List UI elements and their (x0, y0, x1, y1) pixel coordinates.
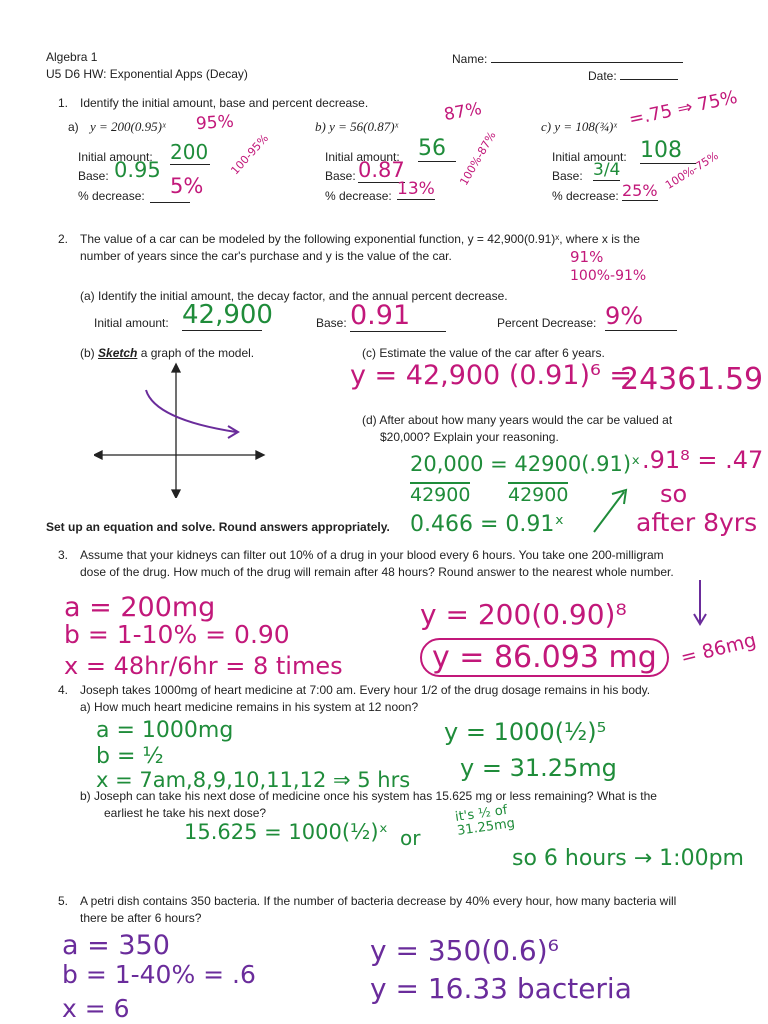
q5-result: y = 16.33 bacteria (370, 972, 632, 1005)
q4b-note: it's ½ of 31.25mg (454, 802, 516, 839)
date-blank[interactable] (620, 67, 678, 80)
date-label: Date: (588, 69, 617, 83)
q1a-base-answer: 0.95 (114, 158, 161, 182)
q4a-b: b = ½ (96, 744, 164, 769)
q2d-work-2: 0.466 = 0.91ˣ (410, 512, 565, 537)
q2c-answer: 24361.59 (620, 362, 764, 397)
q2a-pct-answer: 9% (605, 302, 677, 331)
q2b-sketch-graph (94, 362, 266, 498)
name-field[interactable] (452, 50, 683, 67)
name-label: Name: (452, 52, 488, 66)
q4a-equation: y = 1000(½)⁵ (444, 718, 607, 746)
q2b-prompt (80, 346, 254, 361)
x-axis-arrow-left (94, 451, 102, 459)
q2-note-calc: 100%-91% (570, 268, 647, 284)
q3-b: b = 1-10% = 0.90 (64, 620, 290, 649)
q2a-initial-answer: 42,900 (182, 300, 273, 330)
q2-text-2: number of years since the car's purchase and y is the value of the car. (80, 249, 452, 263)
course-title: Algebra 1 (46, 50, 98, 64)
q1a-equation: y = 200(0.95)ˣ (90, 119, 166, 134)
q1a-initial-label: Initial amount: (78, 150, 153, 164)
q2b-label: (b) (80, 346, 95, 360)
q1c-pct-answer: 25% (622, 181, 658, 200)
q4b-prompt-1: b) Joseph can take his next dose of medicine once his system has 15.625 mg or less remaining? What is the (80, 789, 657, 803)
q1b-equation (315, 119, 398, 135)
q3-rounded-answer: = 86mg (678, 629, 759, 669)
q2a-initial-label: Initial amount: (94, 316, 169, 330)
q1b-note-rate: 87% (442, 98, 484, 126)
q2d-prompt-1: (d) After about how many years would the car be valued at (362, 413, 673, 427)
x-axis-arrow-right (256, 451, 264, 459)
q1b-base-answer: 0.87 (358, 158, 405, 182)
q1b-base-label: Base: (325, 169, 356, 183)
q2d-so: so (660, 480, 688, 508)
q1c-eq: y = 108(¾)ˣ (554, 119, 617, 134)
q1c-label: c) (541, 119, 552, 134)
q5-a: a = 350 (62, 930, 170, 961)
q5-number: 5. (58, 894, 69, 908)
q1c-base-answer: 3/4 (593, 160, 621, 180)
y-axis-arrow-down (172, 490, 180, 498)
q1c-pct-label: % decrease: (552, 189, 619, 203)
setup-instruction: Set up an equation and solve. Round answers appropriately. (46, 520, 390, 534)
q2-text-1: The value of a car can be modeled by the following exponential function, y = 42,900(0.91)ˣ, where x is the (80, 232, 640, 246)
q5-equation: y = 350(0.6)⁶ (370, 934, 559, 967)
q1a-note-rate: 95% (195, 111, 235, 135)
q2-number: 2. (58, 232, 69, 246)
q3-pointer-arrow (690, 578, 710, 628)
q4a-result: y = 31.25mg (460, 754, 617, 782)
q4-number: 4. (58, 683, 69, 697)
q1b-eq: y = 56(0.87)ˣ (329, 119, 399, 134)
q2d-work-1: 20,000 = 42900(.91)ˣ (410, 452, 641, 476)
q1a-pct-label: % decrease: (78, 189, 145, 203)
q1-number: 1. (58, 96, 69, 110)
q1-prompt: Identify the initial amount, base and percent decrease. (80, 96, 369, 110)
q1c-note-calc: 100%-75% (663, 149, 721, 192)
q4a-prompt: a) How much heart medicine remains in his system at 12 noon? (80, 700, 419, 714)
q1b-pct-answer: 13% (397, 179, 435, 199)
q1c-initial-label: Initial amount: (552, 150, 627, 164)
q3-number: 3. (58, 548, 69, 562)
q2d-pointer-arrow (588, 484, 632, 536)
q1a-note-calc: 100-95% (228, 131, 272, 178)
q1b-label: b) (315, 119, 326, 134)
q2a-base-label: Base: (316, 316, 347, 330)
q4b-equation: 15.625 = 1000(½)ˣ (184, 820, 388, 844)
q1a-pct-answer: 5% (170, 174, 204, 198)
q5-text-2: there be after 6 hours? (80, 911, 202, 925)
q1b-initial-answer: 56 (418, 136, 456, 162)
q4-text: Joseph takes 1000mg of heart medicine at 7:00 am. Every hour 1/2 of the drug dosage remains in his body. (80, 683, 651, 697)
q5-b: b = 1-40% = .6 (62, 960, 256, 989)
q3-x: x = 48hr/6hr = 8 times (64, 652, 343, 680)
q1c-base-label: Base: (552, 169, 583, 183)
date-field[interactable] (588, 67, 678, 84)
unit-title: U5 D6 HW: Exponential Apps (Decay) (46, 67, 248, 81)
q2d-check: .91⁸ = .47 (642, 446, 764, 474)
q4b-answer: so 6 hours → 1:00pm (512, 846, 744, 871)
name-blank[interactable] (491, 50, 683, 63)
q2d-prompt-2: $20,000? Explain your reasoning. (380, 430, 559, 444)
q3-text-1: Assume that your kidneys can filter out 10% of a drug in your blood every 6 hours. You take one 200-milligram (80, 548, 664, 562)
q4a-a: a = 1000mg (96, 718, 234, 743)
q1b-initial-label: Initial amount: (325, 150, 400, 164)
decay-curve (146, 390, 236, 432)
q2a-prompt: (a) Identify the initial amount, the decay factor, and the annual percent decrease. (80, 289, 508, 303)
q2b-sketch-word: Sketch (98, 346, 138, 360)
q2-note-rate: 91% (570, 248, 604, 266)
q2c-prompt: (c) Estimate the value of the car after 6 years. (362, 346, 605, 360)
q4b-prompt-2: earliest he take his next dose? (104, 806, 267, 820)
q1c-equation (541, 119, 617, 135)
q5-x: x = 6 (62, 994, 130, 1023)
q1a-base-label: Base: (78, 169, 109, 183)
q3-equation: y = 200(0.90)⁸ (420, 598, 627, 631)
q3-a: a = 200mg (64, 592, 216, 623)
q2d-work-den-1: 42900 (410, 484, 471, 506)
q2c-work: y = 42,900 (0.91)⁶ = (350, 360, 633, 391)
q2b-rest: a graph of the model. (140, 346, 255, 360)
q3-result: y = 86.093 mg (420, 638, 669, 677)
q4a-x: x = 7am,8,9,10,11,12 ⇒ 5 hrs (96, 768, 411, 792)
q2a-pct-label: Percent Decrease: (497, 316, 597, 330)
q2d-answer: after 8yrs (636, 508, 758, 537)
q1c-initial-answer: 108 (640, 138, 696, 164)
q4b-or: or (400, 826, 421, 850)
q1c-note-rate: =.75 ⇒ 75% (627, 86, 740, 131)
y-axis-arrow-up (172, 364, 180, 372)
q2a-base-answer: 0.91 (350, 300, 446, 332)
q1b-note-calc: 100%-87% (457, 129, 499, 188)
q5-text-1: A petri dish contains 350 bacteria. If the number of bacteria decrease by 40% every hour, how many bacteria will (80, 894, 677, 908)
q3-text-2: dose of the drug. How much of the drug will remain after 48 hours? Round answer to the nearest whole number. (80, 565, 674, 579)
q1b-pct-label: % decrease: (325, 189, 392, 203)
q1a-label: a) (68, 120, 79, 134)
q1a-initial-answer: 200 (170, 140, 209, 164)
q2d-work-den-2: 42900 (508, 484, 569, 506)
